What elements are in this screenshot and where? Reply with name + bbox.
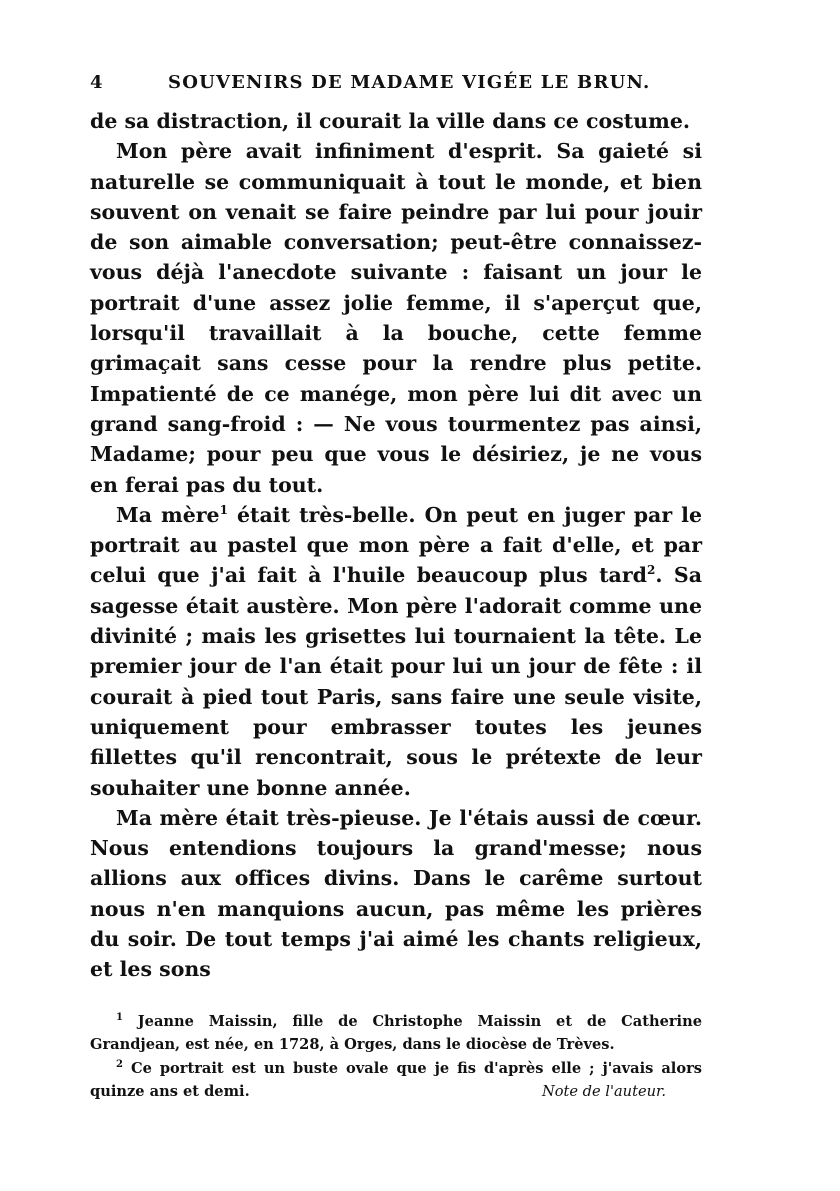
- paragraph-text: . Sa sagesse était austère. Mon père l'adorait comme une divinité ; mais les grisettes lui tournaient la tête. Le premier jour de l'an était pour lui un jour de fête : il courait à pied tout Paris, sans faire une seule visite, uniquement pour embrasser toutes les jeunes fillettes qu'il rencontrait, sous le prétexte de leur souhaiter une bonne année.: [90, 563, 702, 800]
- footnote-2: [90, 1057, 702, 1104]
- paragraph-text: était très-belle. On peut en juger par le portrait au pastel que mon père a fait d'elle, et par celui que j'ai fait à l'huile beaucoup plus tard: [90, 502, 702, 588]
- footnotes: [90, 1010, 702, 1104]
- footnote-reference-1: 1: [219, 503, 228, 518]
- paragraph-father: Mon père avait infiniment d'esprit. Sa gaieté si naturelle se communiquait à tout le monde, et bien souvent on venait se faire peindre par lui pour jouir de son aimable conversation; peut-être connaissez-vous déjà l'anecdote suivante : faisant un jour le portrait d'une assez jolie femme, il s'aperçut que, lorsqu'il travaillait à la bouche, cette femme grimaçait sans cesse pour la rendre plus petite. Impatienté de ce manége, mon père lui dit avec un grand sang-froid : — Ne vous tourmentez pas ainsi, Madame; pour peu que vous le désiriez, je ne vous en ferai pas du tout.: [90, 139, 702, 497]
- footnote-reference-2: 2: [646, 563, 656, 578]
- paragraph-text: Ma mère: [116, 502, 220, 527]
- author-note: Note de l'auteur.: [541, 1083, 666, 1101]
- footnote-text: Jeanne Maissin, fille de Christophe Maissin et de Catherine Grandjean, est née, en 1728, à Orges, dans le diocèse de Trèves.: [90, 1012, 702, 1054]
- main-text: [90, 106, 702, 985]
- paragraph-continuation: de sa distraction, il courait la ville dans ce costume.: [90, 109, 690, 133]
- footnote-mark: 2: [116, 1058, 123, 1070]
- running-title: SOUVENIRS DE MADAME VIGÉE LE BRUN.: [168, 72, 651, 93]
- footnote-text: Ce portrait est un buste ovale que je fis d'après elle ; j'avais alors quinze ans et demi.: [90, 1059, 702, 1101]
- page-number: 4: [90, 72, 104, 93]
- footnote-mark: 1: [116, 1011, 123, 1023]
- running-head: [90, 72, 702, 106]
- book-page: [90, 72, 702, 1104]
- paragraph-piety: Ma mère était très-pieuse. Je l'étais aussi de cœur. Nous entendions toujours la grand'messe; nous allions aux offices divins. Dans le carême surtout nous n'en manquions aucun, pas même les prières du soir. De tout temps j'ai aimé les chants religieux, et les sons: [90, 805, 702, 982]
- paragraph-mother-beauty: [90, 500, 702, 803]
- footnote-1: [90, 1010, 702, 1057]
